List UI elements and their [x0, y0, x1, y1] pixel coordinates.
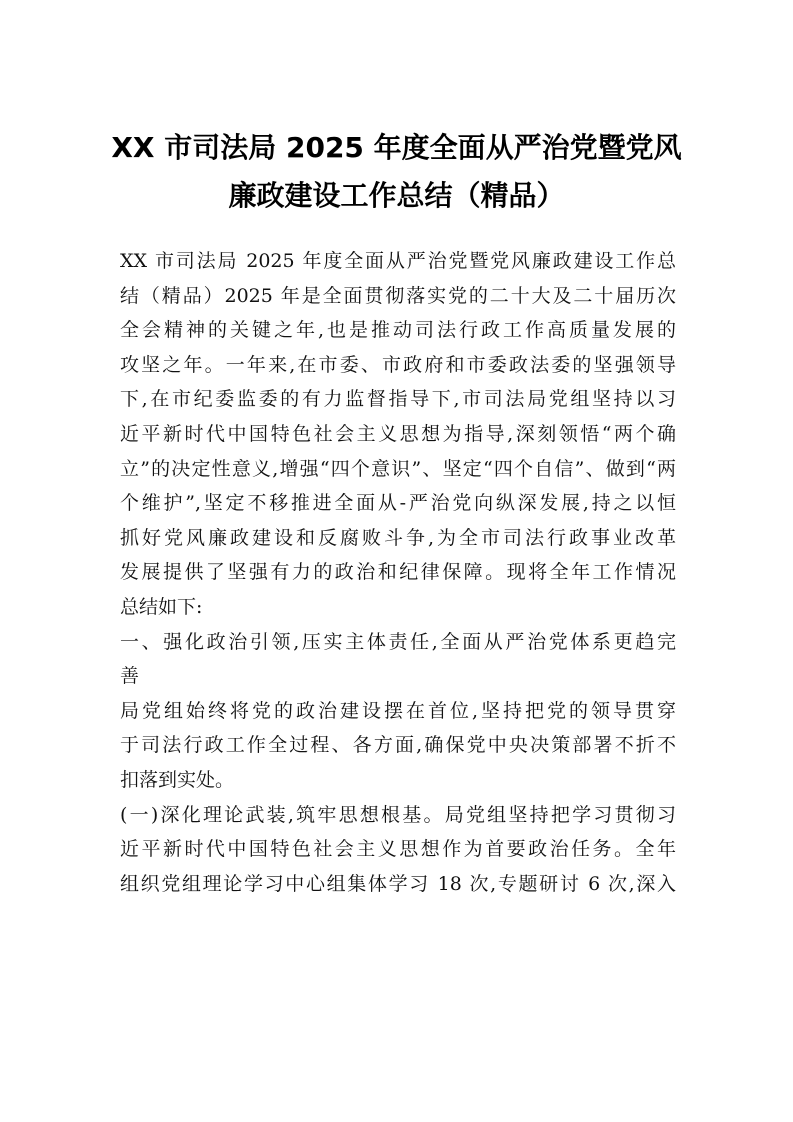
- body-line: 攻坚之年。一年来,在市委、市政府和市委政法委的坚强领导: [120, 353, 676, 376]
- body-line: 发展提供了坚强有力的政治和纪律保障。现将全年工作情况: [120, 561, 676, 584]
- body-line: 抓好党风廉政建设和反腐败斗争,为全市司法行政事业改革: [120, 526, 676, 549]
- document-title: [100, 124, 693, 220]
- title-line: XX 市司法局 2025 年度全面从严治党暨党风: [111, 131, 682, 164]
- body-line: 组织党组理论学习中心组集体学习 18 次,专题研讨 6 次,深入: [120, 872, 676, 895]
- body-line: 扣落到实处。: [120, 768, 235, 791]
- section-heading-line: 善: [120, 665, 140, 688]
- subsection-line: (一)深化理论武装,筑牢思想根基。局党组坚持把学习贯彻习: [120, 803, 676, 826]
- body-line: 于司法行政工作全过程、各方面,确保党中央决策部署不折不: [120, 734, 676, 757]
- body-line: 结（精品）2025 年是全面贯彻落实党的二十大及二十届历次: [120, 284, 676, 307]
- body-line: 立”的决定性意义,增强“四个意识”、坚定“四个自信”、做到“两: [120, 457, 676, 480]
- section-heading-line: 一、强化政治引领,压实主体责任,全面从严治党体系更趋完: [120, 630, 676, 653]
- body-line: 全会精神的关键之年,也是推动司法行政工作高质量发展的: [120, 319, 676, 342]
- body-line: 近平新时代中国特色社会主义思想作为首要政治任务。全年: [120, 838, 676, 861]
- body-line: 个维护”,坚定不移推进全面从-严治党向纵深发展,持之以恒: [120, 492, 676, 515]
- body-line: 局党组始终将党的政治建设摆在首位,坚持把党的领导贯穿: [120, 699, 676, 722]
- body-line: XX 市司法局 2025 年度全面从严治党暨党风廉政建设工作总: [120, 250, 676, 272]
- title-line: 廉政建设工作总结（精品）: [228, 179, 565, 212]
- body-line: 下,在市纪委监委的有力监督指导下,市司法局党组坚持以习: [120, 388, 676, 411]
- document-body: [120, 244, 676, 901]
- body-line: 近平新时代中国特色社会主义思想为指导,深刻领悟“两个确: [120, 422, 676, 445]
- body-line: 总结如下:: [120, 595, 203, 618]
